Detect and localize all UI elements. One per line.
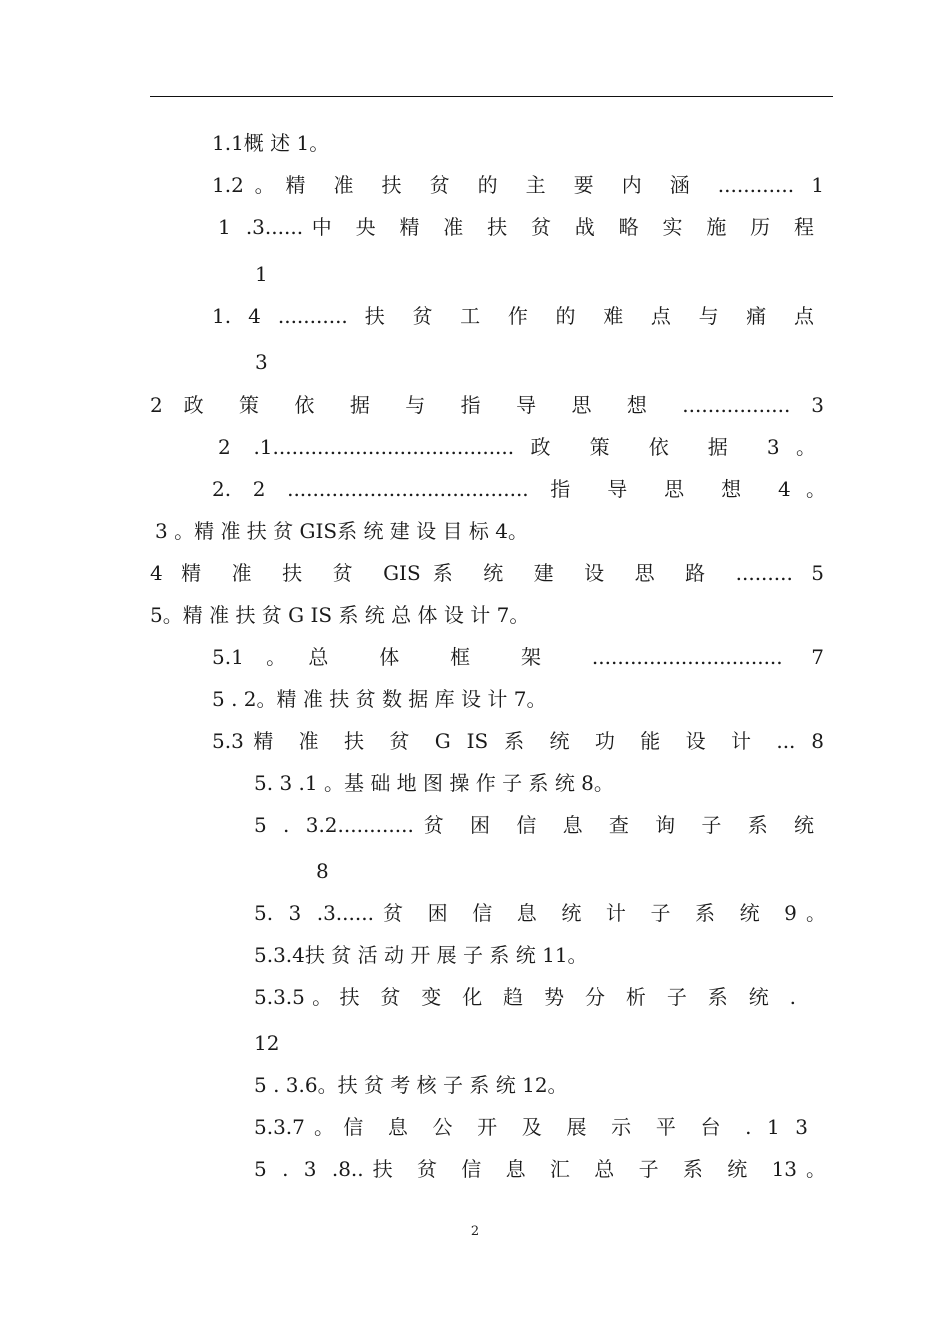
toc-entry: 3 。精 准 扶 贫 GIS系 统 建 设 目 标 4。	[155, 519, 528, 543]
toc-entry: 5。精 准 扶 贫 G IS 系 统 总 体 设 计 7。	[150, 603, 530, 627]
toc-entry: 1 .3......中 央 精 准 扶 贫 战 略 实 施 历 程	[218, 215, 814, 239]
toc-entry: 5. 3 .3......贫 困 信 息 统 计 子 系 统 9。	[254, 901, 826, 925]
toc-entry: 5. 3 .1 。基 础 地 图 操 作 子 系 统 8。	[254, 771, 614, 795]
toc-entry: 2 .1......................................政 策 依 据 3。	[218, 435, 816, 459]
toc-entry: 5 . 2。精 准 扶 贫 数 据 库 设 计 7。	[212, 687, 547, 711]
toc-entry: 5.3.5。扶 贫 变 化 趋 势 分 析 子 系 统 .	[254, 985, 796, 1009]
header-rule	[150, 96, 833, 97]
toc-entry: 2 政 策 依 据 与 指 导 思 想 ................. 3	[150, 393, 824, 417]
toc-page-number: 1	[255, 262, 268, 286]
toc-entry: 5.1。总 体 框 架 .............................. 7	[212, 645, 824, 669]
toc-entry: 5 . 3 .8..扶 贫 信 息 汇 总 子 系 统 13。	[254, 1157, 826, 1181]
toc-entry: 1.1概 述 1。	[212, 131, 330, 155]
toc-entry: 2. 2 ...................................... 指 导 思 想 4。	[212, 477, 826, 501]
toc-entry: 5.3.7。信 息 公 开 及 展 示 平 台 . 1 3	[254, 1115, 808, 1139]
toc-entry: 1. 4 ........... 扶 贫 工 作 的 难 点 与 痛 点	[212, 304, 814, 328]
toc-entry: 5 . 3.6。扶 贫 考 核 子 系 统 12。	[254, 1073, 568, 1097]
toc-entry: 5 . 3.2............贫 困 信 息 查 询 子 系 统	[254, 813, 814, 837]
toc-page-number: 8	[316, 859, 329, 883]
toc-page-number: 12	[254, 1031, 280, 1055]
page-number: 2	[470, 1224, 480, 1239]
toc-page-number: 3	[255, 350, 268, 374]
toc-entry: 4 精 准 扶 贫 GIS系 统 建 设 思 路 ......... 5	[150, 561, 824, 585]
toc-entry: 1.2。精 准 扶 贫 的 主 要 内 涵 ............ 1	[212, 173, 824, 197]
toc-entry: 5.3精 准 扶 贫 G IS 系 统 功 能 设 计 ... 8	[212, 729, 824, 753]
toc-entry: 5.3.4扶 贫 活 动 开 展 子 系 统 11。	[254, 943, 588, 967]
